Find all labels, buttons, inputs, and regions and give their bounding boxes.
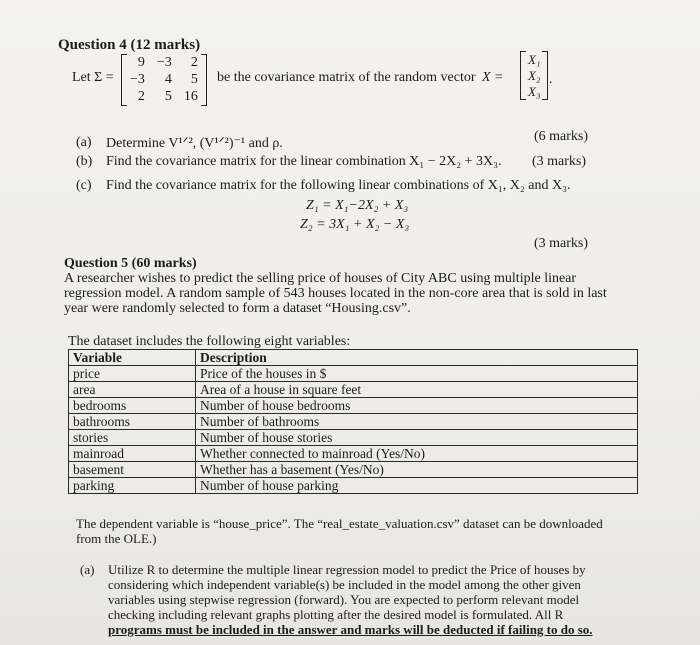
matrix-entry: 16 (183, 89, 198, 104)
vector-entry: X₁ (528, 52, 541, 67)
variable-cell: stories (69, 430, 196, 446)
matrix-entry: 5 (190, 72, 198, 87)
variable-cell: area (69, 382, 196, 398)
variable-cell: bathrooms (69, 414, 196, 430)
x-equals: X = (482, 70, 504, 85)
sigma-matrix-entries (127, 54, 201, 106)
note-line: from the OLE.) (76, 531, 157, 546)
q5-part-a-text (108, 562, 593, 637)
table-row (69, 414, 638, 430)
header-variable: Variable (69, 350, 196, 366)
right-bracket (201, 54, 207, 106)
variables-table (68, 349, 638, 494)
q5-part-a-label: (a) (80, 562, 95, 577)
z1-equation: Z₁ = X₁−2X₂ + X₃ (306, 198, 409, 213)
description-cell: Number of house bedrooms (196, 398, 638, 414)
variable-cell: bedrooms (69, 398, 196, 414)
part-a-line: checking including relevant graphs plotting after the desired model is formulated. All R (108, 607, 564, 622)
matrix-entry: 4 (164, 72, 172, 87)
covariance-description: be the covariance matrix of the random vector (217, 70, 476, 85)
part-a-line-emphasis: programs must be included in the answer and marks will be deducted if failing to do so. (108, 622, 593, 637)
description-cell: Number of house stories (196, 430, 638, 446)
variable-cell: basement (69, 462, 196, 478)
part-c-label: (c) (76, 178, 92, 193)
part-c-marks: (3 marks) (534, 236, 589, 251)
part-a-text: Determine V¹ᐟ², (V¹ᐟ²)⁻¹ and ρ. (106, 136, 283, 151)
x-vector-entries (526, 51, 542, 100)
description-cell: Whether has a basement (Yes/No) (196, 462, 638, 478)
part-c-text: Find the covariance matrix for the following linear combinations of X₁, X₂ and X₃. (106, 178, 571, 193)
table-row (69, 398, 638, 414)
question-5-title: Question 5 (60 marks) (64, 256, 197, 271)
table-row (69, 446, 638, 462)
table-row (69, 366, 638, 382)
part-a-label: (a) (76, 135, 92, 150)
dependent-variable-note (76, 516, 603, 546)
matrix-entry: 2 (190, 55, 198, 70)
part-b-text: Find the covariance matrix for the linear combination X₁ − 2X₂ + 3X₃. (106, 154, 502, 169)
matrix-entry: 5 (164, 89, 172, 104)
part-a-line: Utilize R to determine the multiple linear regression model to predict the Price of houses by (108, 562, 586, 577)
sigma-matrix (121, 54, 207, 106)
dataset-intro: The dataset includes the following eight variables: (68, 334, 351, 349)
intro-line: year were randomly selected to form a dataset “Housing.csv”. (64, 301, 411, 316)
period: . (549, 72, 553, 87)
table-row (69, 478, 638, 494)
description-cell: Whether connected to mainroad (Yes/No) (196, 446, 638, 462)
description-cell: Area of a house in square feet (196, 382, 638, 398)
note-line: The dependent variable is “house_price”. The “real_estate_valuation.csv” dataset can be downloaded (76, 516, 603, 531)
x-vector (520, 51, 548, 100)
part-b-marks: (3 marks) (532, 154, 587, 169)
variables-table-body (69, 366, 638, 494)
vector-entry: X₂ (528, 68, 541, 83)
part-a-marks: (6 marks) (534, 129, 589, 144)
part-a-line: considering which independent variable(s) be included in the model among the other given (108, 577, 581, 592)
description-cell: Number of bathrooms (196, 414, 638, 430)
variable-cell: price (69, 366, 196, 382)
matrix-entry: 9 (137, 55, 145, 70)
matrix-entry: −3 (130, 72, 145, 87)
matrix-entry: −3 (156, 55, 172, 70)
table-header-row (69, 350, 638, 366)
variable-cell: mainroad (69, 446, 196, 462)
table-row (69, 462, 638, 478)
table-row (69, 382, 638, 398)
matrix-entry: 2 (137, 89, 145, 104)
table-row (69, 430, 638, 446)
vector-entry: X₃ (528, 84, 541, 99)
variable-cell: parking (69, 478, 196, 494)
right-bracket (542, 51, 548, 100)
let-sigma-label: Let Σ = (72, 70, 114, 85)
header-description: Description (196, 350, 638, 366)
description-cell: Number of house parking (196, 478, 638, 494)
part-a-line: variables using stepwise regression (forward). You are expected to perform relevant model (108, 592, 580, 607)
question-4-title: Question 4 (12 marks) (58, 37, 201, 53)
description-cell: Price of the houses in $ (196, 366, 638, 382)
intro-line: regression model. A random sample of 543 houses located in the non-core area that is sold in last (64, 286, 607, 301)
intro-line: A researcher wishes to predict the selling price of houses of City ABC using multiple linear (64, 271, 577, 286)
z2-equation: Z₂ = 3X₁ + X₂ − X₃ (300, 217, 410, 232)
part-b-label: (b) (76, 154, 93, 169)
question-5-intro (64, 271, 607, 316)
